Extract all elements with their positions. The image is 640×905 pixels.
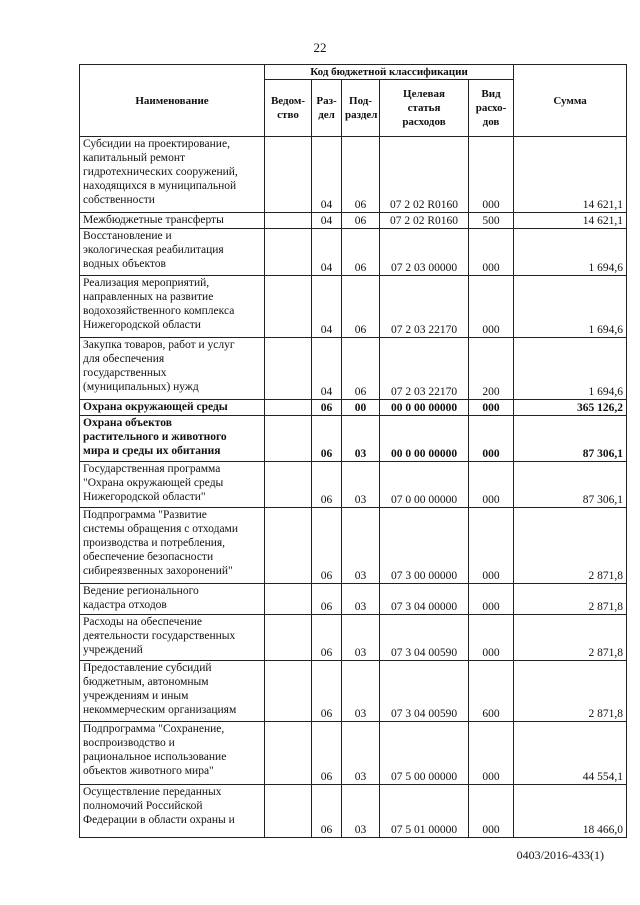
column-header-section: Раз- дел bbox=[312, 80, 342, 137]
table-row bbox=[80, 661, 627, 722]
cell-name: Охрана окружающей среды bbox=[80, 400, 265, 416]
cell-sum: 14 621,1 bbox=[514, 137, 627, 213]
column-header-dept: Ведом- ство bbox=[265, 80, 312, 137]
cell-sum: 2 871,8 bbox=[514, 584, 627, 615]
cell-dept bbox=[265, 400, 312, 416]
column-header-exp-type: Вид расхо- дов bbox=[469, 80, 514, 137]
cell-target: 07 2 03 22170 bbox=[380, 338, 469, 400]
cell-subsection: 03 bbox=[342, 785, 380, 838]
cell-exp-type: 000 bbox=[469, 584, 514, 615]
cell-subsection: 03 bbox=[342, 508, 380, 584]
table-row bbox=[80, 400, 627, 416]
table-row bbox=[80, 462, 627, 508]
cell-name: Подпрограмма "Сохранение, воспроизводство и рациональное использование объектов животного мира" bbox=[80, 722, 265, 785]
cell-dept bbox=[265, 722, 312, 785]
cell-target: 07 2 03 00000 bbox=[380, 229, 469, 276]
cell-dept bbox=[265, 276, 312, 338]
cell-target: 07 3 04 00590 bbox=[380, 615, 469, 661]
cell-target: 07 0 00 00000 bbox=[380, 462, 469, 508]
cell-dept bbox=[265, 416, 312, 462]
cell-name: Государственная программа "Охрана окружающей среды Нижегородской области" bbox=[80, 462, 265, 508]
cell-subsection: 03 bbox=[342, 722, 380, 785]
cell-subsection: 03 bbox=[342, 584, 380, 615]
table-row bbox=[80, 584, 627, 615]
cell-name: Подпрограмма "Развитие системы обращения с отходами производства и потребления, обеспечение безопасности сибиреязвенных захоронений" bbox=[80, 508, 265, 584]
cell-dept bbox=[265, 508, 312, 584]
cell-section: 04 bbox=[312, 213, 342, 229]
document-code: 0403/2016-433(1) bbox=[516, 848, 604, 862]
cell-subsection: 06 bbox=[342, 213, 380, 229]
cell-dept bbox=[265, 661, 312, 722]
table-row bbox=[80, 615, 627, 661]
cell-name: Субсидии на проектирование, капитальный ремонт гидротехнических сооружений, находящихся в муниципальной собственности bbox=[80, 137, 265, 213]
column-header-subsection: Под- раздел bbox=[342, 80, 380, 137]
table-row bbox=[80, 137, 627, 213]
cell-sum: 2 871,8 bbox=[514, 615, 627, 661]
cell-dept bbox=[265, 462, 312, 508]
cell-section: 06 bbox=[312, 785, 342, 838]
table-row bbox=[80, 508, 627, 584]
cell-target: 00 0 00 00000 bbox=[380, 400, 469, 416]
cell-exp-type: 000 bbox=[469, 229, 514, 276]
cell-dept bbox=[265, 338, 312, 400]
cell-subsection: 00 bbox=[342, 400, 380, 416]
column-group-header: Код бюджетной классификации bbox=[265, 65, 514, 80]
cell-dept bbox=[265, 137, 312, 213]
cell-exp-type: 000 bbox=[469, 508, 514, 584]
cell-sum: 1 694,6 bbox=[514, 229, 627, 276]
cell-name: Реализация мероприятий, направленных на развитие водохозяйственного комплекса Нижегородской области bbox=[80, 276, 265, 338]
cell-name: Межбюджетные трансферты bbox=[80, 213, 265, 229]
column-header-target: Целевая статья расходов bbox=[380, 80, 469, 137]
column-header-name: Наименование bbox=[80, 65, 265, 137]
cell-section: 06 bbox=[312, 615, 342, 661]
table-row bbox=[80, 785, 627, 838]
cell-dept bbox=[265, 229, 312, 276]
cell-target: 07 3 00 00000 bbox=[380, 508, 469, 584]
table-row bbox=[80, 722, 627, 785]
table-body bbox=[80, 137, 627, 838]
cell-target: 07 3 04 00590 bbox=[380, 661, 469, 722]
table-row bbox=[80, 229, 627, 276]
cell-exp-type: 000 bbox=[469, 462, 514, 508]
cell-section: 06 bbox=[312, 661, 342, 722]
cell-sum: 14 621,1 bbox=[514, 213, 627, 229]
cell-exp-type: 000 bbox=[469, 722, 514, 785]
cell-target: 00 0 00 00000 bbox=[380, 416, 469, 462]
cell-exp-type: 000 bbox=[469, 400, 514, 416]
cell-target: 07 3 04 00000 bbox=[380, 584, 469, 615]
cell-sum: 44 554,1 bbox=[514, 722, 627, 785]
cell-exp-type: 000 bbox=[469, 615, 514, 661]
budget-table bbox=[79, 64, 627, 838]
cell-subsection: 06 bbox=[342, 137, 380, 213]
cell-exp-type: 000 bbox=[469, 137, 514, 213]
cell-target: 07 2 03 22170 bbox=[380, 276, 469, 338]
cell-subsection: 06 bbox=[342, 229, 380, 276]
cell-section: 06 bbox=[312, 400, 342, 416]
cell-subsection: 03 bbox=[342, 661, 380, 722]
cell-name: Расходы на обеспечение деятельности государственных учреждений bbox=[80, 615, 265, 661]
cell-section: 04 bbox=[312, 338, 342, 400]
cell-section: 04 bbox=[312, 276, 342, 338]
cell-subsection: 06 bbox=[342, 338, 380, 400]
cell-exp-type: 200 bbox=[469, 338, 514, 400]
cell-target: 07 2 02 R0160 bbox=[380, 213, 469, 229]
cell-dept bbox=[265, 615, 312, 661]
table-row bbox=[80, 213, 627, 229]
cell-name: Восстановление и экологическая реабилитация водных объектов bbox=[80, 229, 265, 276]
cell-dept bbox=[265, 584, 312, 615]
cell-name: Закупка товаров, работ и услуг для обеспечения государственных (муниципальных) нужд bbox=[80, 338, 265, 400]
cell-target: 07 5 00 00000 bbox=[380, 722, 469, 785]
cell-sum: 87 306,1 bbox=[514, 462, 627, 508]
cell-exp-type: 000 bbox=[469, 276, 514, 338]
cell-target: 07 5 01 00000 bbox=[380, 785, 469, 838]
cell-section: 06 bbox=[312, 722, 342, 785]
header-row-1 bbox=[80, 65, 627, 80]
cell-section: 06 bbox=[312, 462, 342, 508]
cell-section: 04 bbox=[312, 137, 342, 213]
cell-section: 06 bbox=[312, 508, 342, 584]
cell-exp-type: 500 bbox=[469, 213, 514, 229]
cell-name: Предоставление субсидий бюджетным, автономным учреждениям и иным некоммерческим организациям bbox=[80, 661, 265, 722]
cell-sum: 2 871,8 bbox=[514, 661, 627, 722]
cell-section: 04 bbox=[312, 229, 342, 276]
cell-subsection: 03 bbox=[342, 462, 380, 508]
cell-section: 06 bbox=[312, 584, 342, 615]
cell-dept bbox=[265, 213, 312, 229]
cell-sum: 18 466,0 bbox=[514, 785, 627, 838]
table-row bbox=[80, 416, 627, 462]
cell-subsection: 03 bbox=[342, 615, 380, 661]
cell-section: 06 bbox=[312, 416, 342, 462]
page-number: 22 bbox=[313, 40, 327, 55]
cell-sum: 2 871,8 bbox=[514, 508, 627, 584]
cell-sum: 87 306,1 bbox=[514, 416, 627, 462]
cell-name: Охрана объектов растительного и животного мира и среды их обитания bbox=[80, 416, 265, 462]
cell-target: 07 2 02 R0160 bbox=[380, 137, 469, 213]
column-header-sum: Сумма bbox=[514, 65, 627, 137]
cell-name: Осуществление переданных полномочий Российской Федерации в области охраны и bbox=[80, 785, 265, 838]
cell-exp-type: 600 bbox=[469, 661, 514, 722]
cell-exp-type: 000 bbox=[469, 785, 514, 838]
cell-subsection: 03 bbox=[342, 416, 380, 462]
table-row bbox=[80, 276, 627, 338]
cell-exp-type: 000 bbox=[469, 416, 514, 462]
cell-sum: 1 694,6 bbox=[514, 276, 627, 338]
cell-dept bbox=[265, 785, 312, 838]
cell-subsection: 06 bbox=[342, 276, 380, 338]
cell-name: Ведение регионального кадастра отходов bbox=[80, 584, 265, 615]
cell-sum: 1 694,6 bbox=[514, 338, 627, 400]
cell-sum: 365 126,2 bbox=[514, 400, 627, 416]
table-row bbox=[80, 338, 627, 400]
